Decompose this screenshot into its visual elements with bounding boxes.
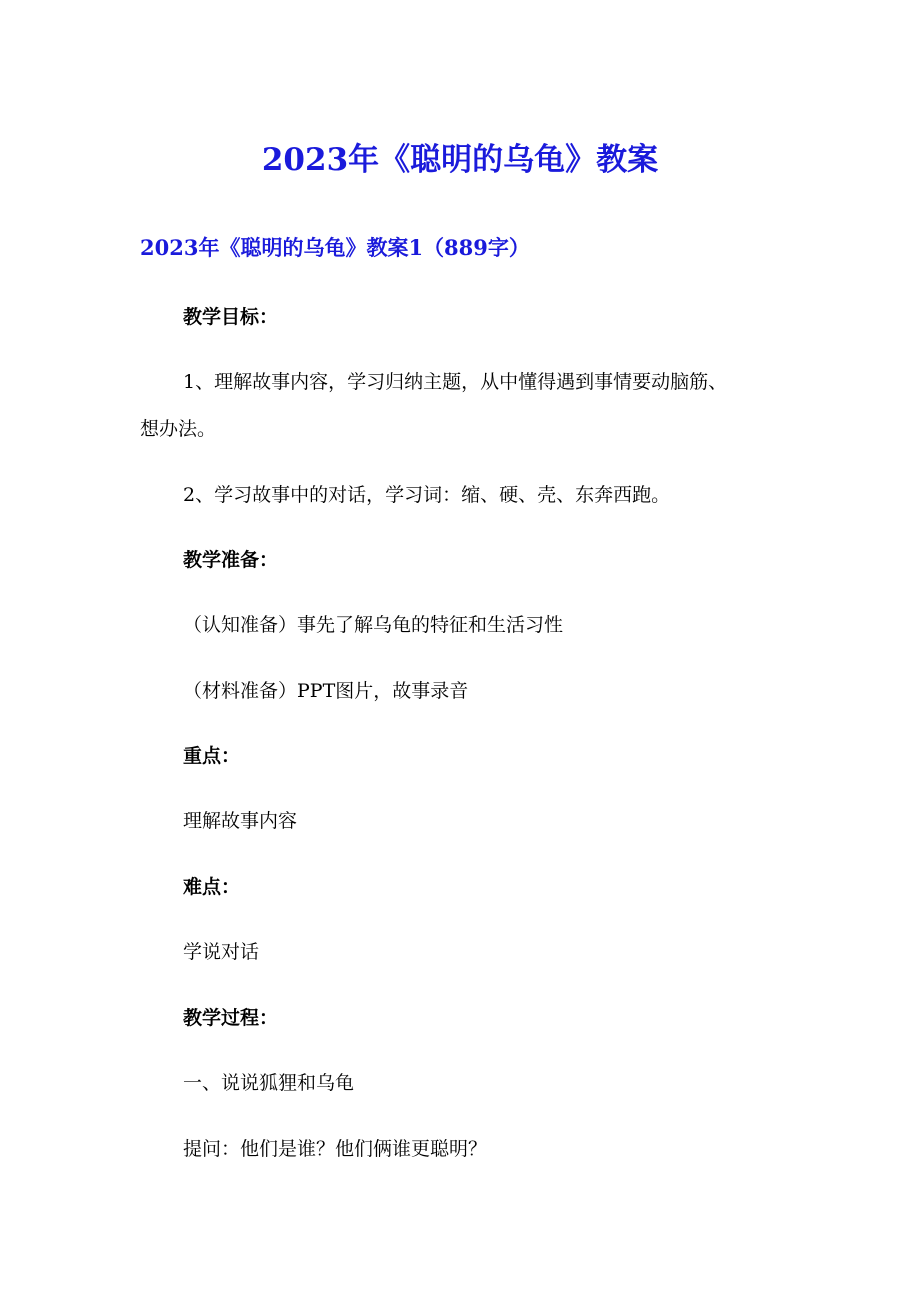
goal-1-line-2: 想办法。: [140, 418, 217, 440]
key-point-text: 理解故事内容: [183, 810, 298, 832]
process-step-1: 一、说说狐狸和乌龟: [183, 1072, 355, 1094]
section-title: 2023年《聪明的乌龟》教案1（889字）: [140, 235, 530, 260]
heading-teaching-process: 教学过程：: [183, 1007, 279, 1029]
goal-1-line-1: 1、理解故事内容，学习归纳主题，从中懂得遇到事情要动脑筋、: [183, 371, 728, 393]
heading-difficulty: 难点：: [183, 876, 241, 898]
goal-2: 2、学习故事中的对话，学习词：缩、硬、壳、东奔西跑。: [183, 484, 671, 506]
heading-key-point: 重点：: [183, 745, 241, 767]
document-title: 2023年《聪明的乌龟》教案: [261, 142, 659, 178]
process-question: 提问：他们是谁？他们俩谁更聪明？: [183, 1138, 488, 1160]
heading-teaching-preparation: 教学准备：: [183, 549, 279, 571]
preparation-materials: （材料准备）PPT图片，故事录音: [183, 680, 469, 702]
heading-teaching-goals: 教学目标：: [183, 306, 279, 328]
preparation-cognitive: （认知准备）事先了解乌龟的特征和生活习性: [183, 614, 564, 636]
difficulty-text: 学说对话: [183, 941, 260, 963]
